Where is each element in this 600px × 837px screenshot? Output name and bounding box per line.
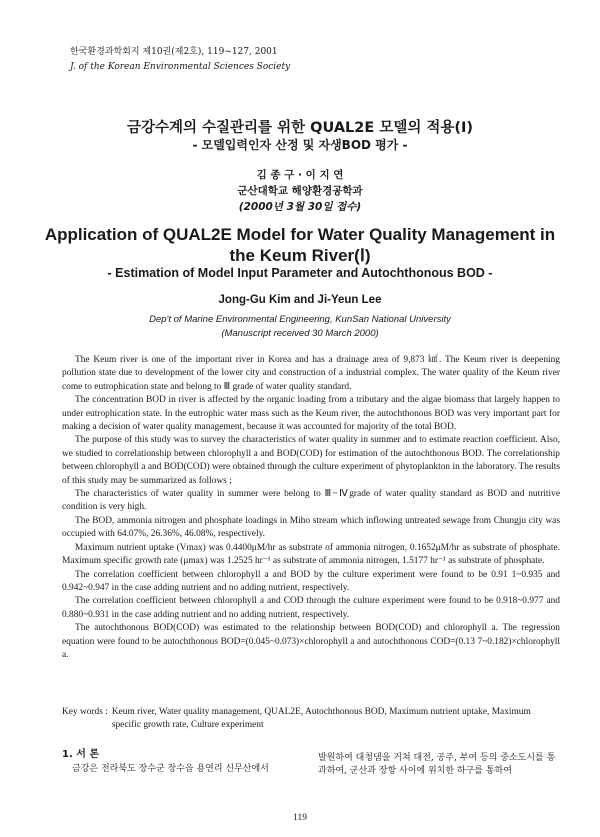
journal-name-en: J. of the Korean Environmental Sciences Society [70,62,291,72]
abstract-paragraph: Maximum nutrient uptake (Vmax) was 0.4400μM/hr as substrate of ammonia nitrogen, 0.1652μM/hr as substrate of phosphate. Maximum specific growth rate (μmax) was 1.2525 hr⁻¹ as substrate of ammonia nitrogen, 1.5177 hr⁻¹ as substrate of phosphate. [62,542,560,567]
korean-author-block [0,167,600,215]
keywords-label: Key words : [62,707,108,717]
body-paragraph: 금강은 전라북도 장수군 장수읍 용연리 신무산에서 [72,764,269,774]
korean-title: 금강수계의 수질관리를 위한 QUAL2E 모델의 적용(Ⅰ) [126,120,474,136]
korean-authors: 김 종 구 · 이 지 연 [256,169,344,181]
journal-citation-ko: 한국환경과학회지 제10권(제2호), 119~127, 2001 [70,47,278,57]
english-title-line2: the Keum River(Ⅰ) [229,246,371,265]
abstract-paragraph: The correlation coefficient between chlorophyll a and COD through the culture experiment were found to be 0.918~0.977 and 0.880~0.931 in the case adding nutrient and no adding nutrient, respectively. [62,596,560,620]
english-authors: Jong-Gu Kim and Ji-Yeun Lee [218,294,382,306]
korean-subtitle: - 모델입력인자 산정 및 자생BOD 평가 - [192,138,408,152]
english-title [40,224,560,266]
korean-affiliation: 군산대학교 해양환경공학과 [237,185,363,197]
section-title-introduction: 1. 서 론 [62,749,100,760]
abstract-paragraph: The autochthonous BOD(COD) was estimated to the relationship between BOD(COD) and chlorophyll a. The regression equation were found to be autochthonous BOD=(0.045~0.073)×chlorophyll a and autochthonous COD=(0.13 7~0.182)×chlorophyll a. [62,623,560,660]
abstract-paragraph: The characteristics of water quality in summer were belong to Ⅲ~Ⅳgrade of water quality standard as BOD and nutritive condition is very high. [62,489,560,513]
abstract [62,354,560,662]
body-right-column [318,752,562,778]
page-number: 119 [293,813,307,823]
english-title-line1: Application of QUAL2E Model for Water Quality Management in [44,225,556,244]
journal-header [70,45,290,75]
abstract-paragraph: The purpose of this study was to survey the characteristics of water quality in summer and to estimate reaction coefficient. Also, we studied to correlationship between chlorophyll a and BOD(COD) for estimation of the autochthonous BOD. The correlationship between chlorophyll a and BOD(COD) were obtained through the culture experiment of phytoplankton in the laboratory. The results of this study may be summarized as follows ; [62,435,560,486]
abstract-paragraph: The BOD, ammonia nitrogen and phosphate loadings in Miho stream which inflowing untreated sewage from Chungju city was occupied with 64.07%, 26.36%, 46.08%, respectively. [62,515,560,540]
keywords-text: Keum river, Water quality management, QUAL2E, Autochthonous BOD, Maximum nutrient uptake, Maximum specific growth rate, Culture experiment [111,707,531,730]
abstract-paragraph: The correlation coefficient between chlorophyll a and BOD by the culture experiment were found to be 0.91 1~0.935 and 0.942~0.947 in the case adding nutrient and no adding nutrient, respectively. [62,569,560,593]
body-left-column [62,748,302,776]
body-paragraph: 발원하여 대청댐을 거쳐 대전, 공주, 부여 등의 중소도시를 통과하여, 군산과 장항 사이에 위치한 하구를 통하여 [318,753,556,776]
keywords [62,706,560,732]
english-received-date: (Manuscript received 30 March 2000) [221,328,379,339]
english-affiliation-block [0,313,600,341]
abstract-paragraph: The concentration BOD in river is affected by the organic loading from a tributary and the algae biomass that largely happen to under eutrophication state. In the eutrophic water mass such as the Keum river, the autochthonous BOD was very important part for making a decision of water quality management, because it was accounted for majority of the total BOD. [62,395,560,433]
korean-received-date: (2000년 3월 30일 접수) [238,201,362,213]
abstract-paragraph: The Keum river is one of the important river in Korea and has a drainage area of 9,873 ㎢. The Keum river is deepening pollution state due to development of the lower city and construction of a industrial complex. The water quality of the Keum river come to eutrophication state and belong to Ⅲ grade of water quality standard. [62,355,560,392]
english-affiliation: Dep't of Marine Environmental Engineering, KunSan National University [149,314,451,325]
english-subtitle: - Estimation of Model Input Parameter and Autochthonous BOD - [107,266,493,280]
